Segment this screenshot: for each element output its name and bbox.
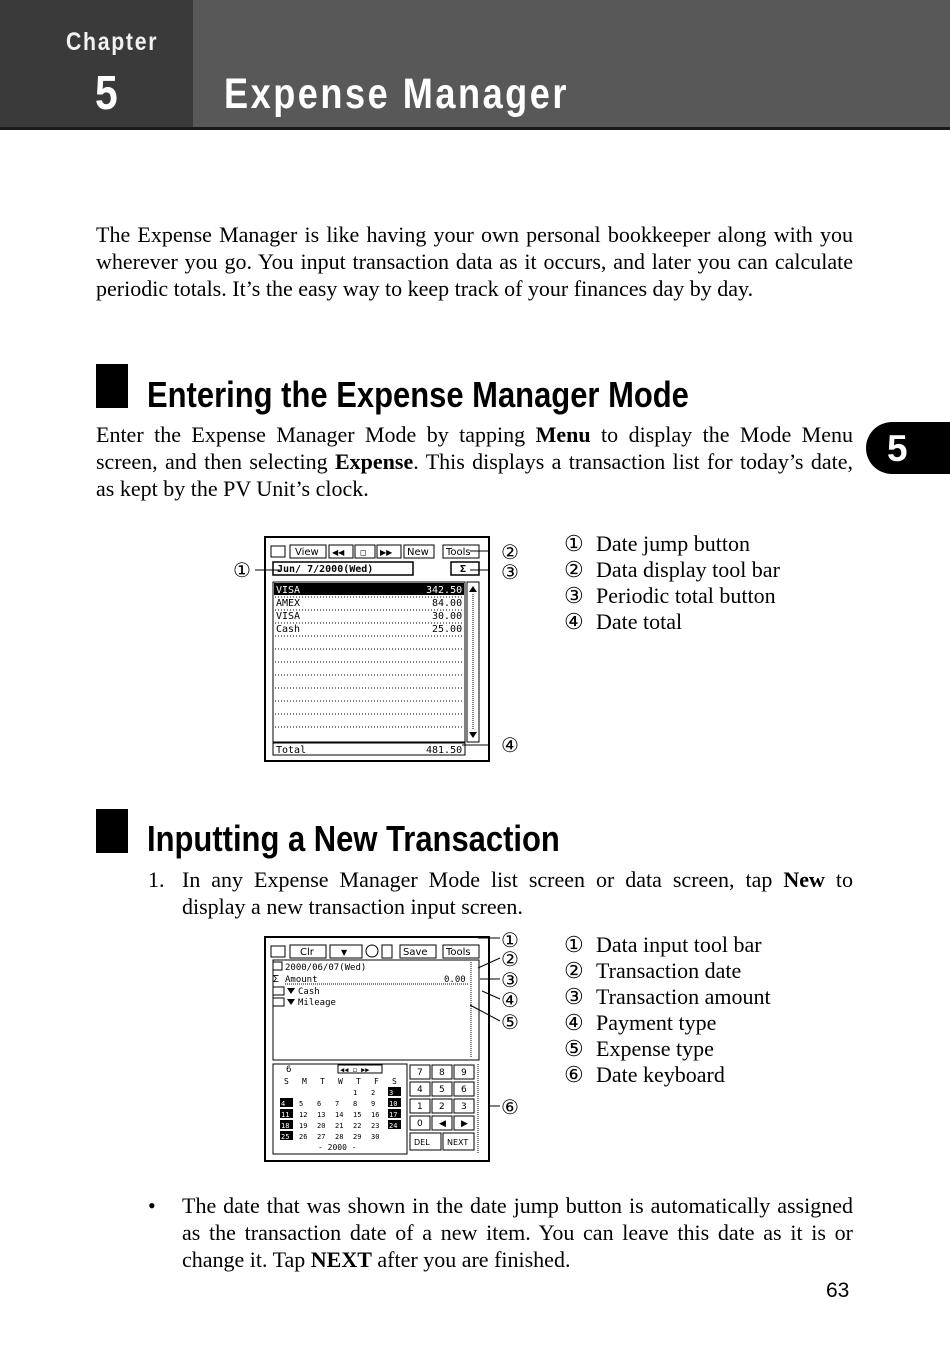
calendar-day[interactable]: 30 xyxy=(371,1133,380,1141)
legend-item: ② Data display tool bar xyxy=(564,557,780,582)
legend-item: ② Transaction date xyxy=(564,958,742,983)
amount-label: Amount xyxy=(285,975,318,985)
calendar-day[interactable]: 21 xyxy=(335,1122,344,1130)
total-value: 481.50 xyxy=(426,745,463,756)
calculator-icon xyxy=(382,945,392,958)
calendar-day[interactable]: 12 xyxy=(299,1111,308,1119)
row1-amount: 342.50 xyxy=(426,585,463,596)
svg-text:F: F xyxy=(374,1077,379,1086)
fig1-callout-4: ④ xyxy=(501,733,519,757)
section-marker xyxy=(96,364,128,408)
mode-icon xyxy=(271,946,285,957)
keypad-key-label[interactable]: 1 xyxy=(417,1102,423,1112)
bullet-text: The date that was shown in the date jump button is automatically assigned as the transaction date of a new item. You can leave this date as it is or change it. Tap NEXT after you are finished. xyxy=(182,1193,853,1272)
calendar-day[interactable]: 1 xyxy=(353,1089,358,1097)
keypad-key-label[interactable]: ◀ xyxy=(439,1119,446,1129)
date-icon xyxy=(273,962,282,970)
chapter-side-tab: 5 xyxy=(866,422,950,474)
calendar-day[interactable]: 5 xyxy=(299,1100,304,1108)
keypad-key-label[interactable]: 2 xyxy=(439,1102,445,1112)
calendar-day[interactable]: 16 xyxy=(371,1111,380,1119)
calendar-day[interactable]: 3 xyxy=(389,1089,394,1097)
clear-button-label: Clr xyxy=(300,947,314,958)
clock-icon xyxy=(366,945,378,957)
calendar-day[interactable]: 4 xyxy=(281,1100,286,1108)
row3-amount: 30.00 xyxy=(432,611,463,622)
calendar-day[interactable]: 24 xyxy=(389,1122,398,1130)
calendar-day[interactable]: 8 xyxy=(353,1100,358,1108)
keypad-key-label[interactable]: 3 xyxy=(461,1102,467,1112)
today-button-label: ◻ xyxy=(360,548,367,557)
svg-text:T: T xyxy=(320,1077,325,1086)
chapter-label: Chapter xyxy=(66,28,159,56)
calendar-day[interactable]: 2 xyxy=(371,1089,376,1097)
calendar-day[interactable]: 29 xyxy=(353,1133,362,1141)
calendar-day[interactable]: 26 xyxy=(299,1133,308,1141)
new-transaction-screenshot xyxy=(264,936,490,1162)
calendar-month: 6 xyxy=(286,1065,292,1075)
fig2-callout-5: ⑤ xyxy=(501,1010,519,1034)
legend-item: ① Date jump button xyxy=(564,531,750,556)
calendar-day[interactable]: 18 xyxy=(281,1122,290,1130)
legend-item: ③ Transaction amount xyxy=(564,984,771,1009)
calendar-day[interactable]: 10 xyxy=(389,1100,398,1108)
fig2-callout-6: ⑥ xyxy=(501,1095,519,1119)
section-marker xyxy=(96,809,128,853)
svg-text:M: M xyxy=(302,1077,307,1086)
new-transaction-screen xyxy=(266,938,488,1160)
svg-text:S: S xyxy=(284,1077,289,1086)
view-button-label: View xyxy=(295,547,319,558)
sigma-icon: Σ xyxy=(273,974,280,985)
legend-item: ③ Periodic total button xyxy=(564,583,776,608)
section-title-inputting: Inputting a New Transaction xyxy=(147,818,560,859)
keypad-key-label[interactable]: 5 xyxy=(439,1085,445,1095)
row2-amount: 84.00 xyxy=(432,598,463,609)
fig1-callout-3: ③ xyxy=(501,560,519,584)
keypad-next-key-label[interactable]: NEXT xyxy=(447,1138,469,1147)
fig1-callout-1: ① xyxy=(233,558,251,582)
keypad-key-label[interactable]: 7 xyxy=(417,1068,423,1078)
legend-item: ① Data input tool bar xyxy=(564,932,762,957)
tools-button-label: Tools xyxy=(446,547,471,558)
bullet-symbol: • xyxy=(148,1193,156,1218)
calendar-weekdays xyxy=(284,1077,397,1086)
payment-type: Cash xyxy=(298,987,320,997)
calendar-day[interactable]: 17 xyxy=(389,1111,398,1119)
row4-amount: 25.00 xyxy=(432,624,463,635)
figure1-legend xyxy=(564,531,780,635)
svg-text:S: S xyxy=(392,1077,397,1086)
calendar-grid xyxy=(280,1087,401,1141)
chapter-title: Expense Manager xyxy=(224,70,569,118)
date-jump-label: Jun/ 7/2000(Wed) xyxy=(277,564,374,575)
expense-type: Mileage xyxy=(298,998,336,1008)
row1-name: VISA xyxy=(276,585,301,596)
keypad-key-label[interactable]: 4 xyxy=(417,1085,423,1095)
step-number: 1. xyxy=(148,867,165,892)
legend-item: ④ Payment type xyxy=(564,1010,717,1035)
fig2-callout-2: ② xyxy=(501,947,519,971)
expense-icon xyxy=(273,998,284,1006)
calendar-day[interactable]: 6 xyxy=(317,1100,322,1108)
legend-item: ⑥ Date keyboard xyxy=(564,1062,725,1087)
save-button-label: Save xyxy=(403,947,428,958)
svg-text:W: W xyxy=(338,1077,343,1086)
calendar-day[interactable]: 11 xyxy=(281,1111,290,1119)
legend-item: ⑤ Expense type xyxy=(564,1036,714,1061)
fig2-callout-4: ④ xyxy=(501,988,519,1012)
calendar-day[interactable]: 9 xyxy=(371,1100,376,1108)
row4-name: Cash xyxy=(276,624,301,635)
svg-text:T: T xyxy=(356,1077,361,1086)
amount-value: 0.00 xyxy=(444,975,466,985)
transaction-date: 2000/06/07(Wed) xyxy=(285,963,367,973)
total-label: Total xyxy=(276,745,307,756)
calendar-day[interactable]: 25 xyxy=(281,1133,290,1141)
fig2-callout-3: ③ xyxy=(501,968,519,992)
calendar-year: - 2000 - xyxy=(318,1143,357,1152)
fig1-callout-2: ② xyxy=(501,540,519,564)
row3-name: VISA xyxy=(276,611,301,622)
calendar-day[interactable]: 19 xyxy=(299,1122,308,1130)
payment-icon xyxy=(273,987,284,995)
row2-name: AMEX xyxy=(276,598,301,609)
fig2-callout-1: ① xyxy=(501,928,519,952)
calendar-day[interactable]: 7 xyxy=(335,1100,340,1108)
keypad-key-label[interactable]: 8 xyxy=(439,1068,445,1078)
calendar-day[interactable]: 13 xyxy=(317,1111,326,1119)
new-button-label: New xyxy=(407,547,429,558)
figure2-legend xyxy=(564,932,771,1088)
calendar-day[interactable]: 23 xyxy=(371,1122,380,1130)
dropdown-button-label: ▼ xyxy=(341,948,348,957)
page-number: 63 xyxy=(826,1279,850,1302)
tools-button-label: Tools xyxy=(446,947,471,958)
expense-dropdown-icon xyxy=(287,999,295,1005)
calendar-day[interactable]: 15 xyxy=(353,1111,362,1119)
calendar-day[interactable]: 27 xyxy=(317,1133,326,1141)
keypad-key-label[interactable]: 6 xyxy=(461,1085,467,1095)
chapter-number: 5 xyxy=(95,67,118,120)
svg-text:◀◀ ◻ ▶▶: ◀◀ ◻ ▶▶ xyxy=(340,1066,370,1074)
prev-button-label: ◀◀ xyxy=(332,548,345,557)
calendar-day[interactable]: 14 xyxy=(335,1111,344,1119)
calendar-day[interactable]: 20 xyxy=(317,1122,326,1130)
figure1-leaders xyxy=(240,530,510,760)
keypad-key-label[interactable]: 0 xyxy=(417,1119,423,1129)
chapter-header-rule xyxy=(0,127,950,130)
step-text: In any Expense Manager Mode list screen or data screen, tap New to display a new transaction input screen. xyxy=(182,867,854,919)
payment-dropdown-icon xyxy=(287,988,295,994)
intro-paragraph: The Expense Manager is like having your own personal bookkeeper along with you wherever you go. You input transaction data as it occurs, and later you can calculate periodic totals. It’s the easy way to keep track of your finances day by day. xyxy=(96,222,853,301)
sigma-label: Σ xyxy=(460,564,467,575)
keypad-key-label[interactable]: ▶ xyxy=(461,1119,468,1129)
keypad-del-key-label[interactable]: DEL xyxy=(414,1138,430,1147)
date-keypad xyxy=(410,1065,474,1150)
section-title-entering: Entering the Expense Manager Mode xyxy=(147,374,689,415)
calendar-day[interactable]: 22 xyxy=(353,1122,362,1130)
next-button-label: ▶▶ xyxy=(380,548,393,557)
keypad-key-label[interactable]: 9 xyxy=(461,1068,467,1078)
legend-item: ④ Date total xyxy=(564,609,683,634)
calendar-day[interactable]: 28 xyxy=(335,1133,344,1141)
section1-paragraph: Enter the Expense Manager Mode by tapping Menu to display the Mode Menu screen, and then selecting Expense. This displays a transaction list for today’s date, as kept by the PV Unit’s clock. xyxy=(96,422,854,501)
